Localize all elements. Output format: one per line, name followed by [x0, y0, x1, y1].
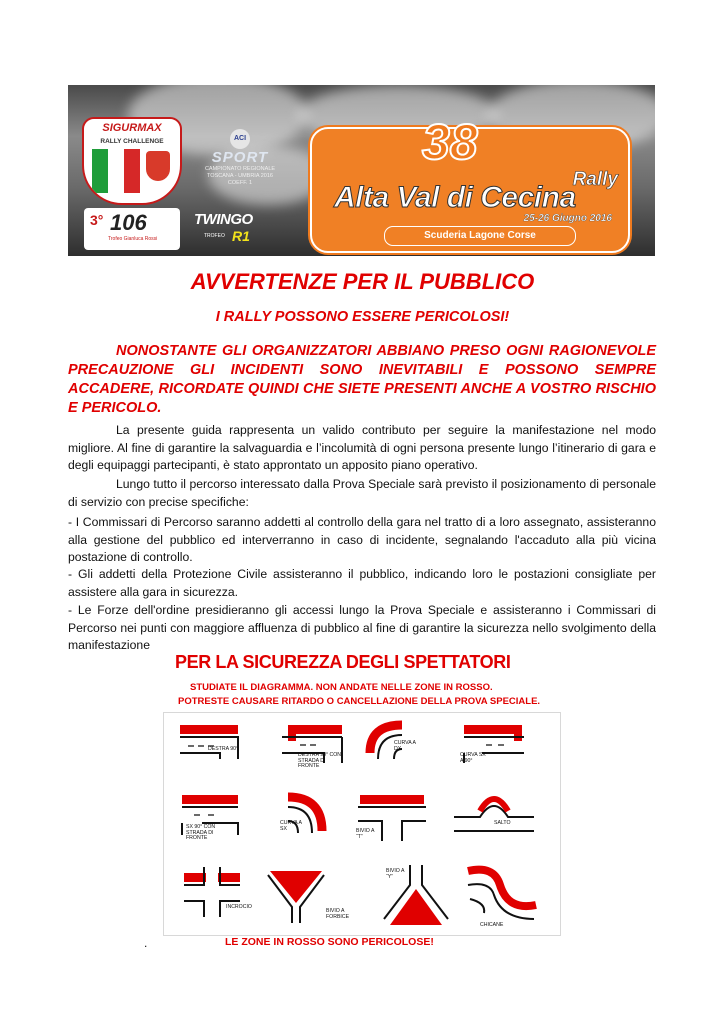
poster-subtitle-2: POTRESTE CAUSARE RITARDO O CANCELLAZIONE DELLA PROVA SPECIALE. [178, 696, 541, 707]
page-title: AVVERTENZE PER IL PUBBLICO [190, 269, 535, 294]
trailing-mark: . [144, 936, 148, 950]
organizer-label: Scuderia Lagone Corse [384, 226, 576, 246]
twingo-label: TWINGO [194, 211, 253, 228]
poster-footer: LE ZONE IN ROSSO SONO PERICOLOSE! [225, 936, 434, 948]
diagram-bivio-forbice [268, 871, 324, 923]
label-bivio-forbice: BIVIO A FORBICE [326, 908, 350, 920]
aci-sport-logo [200, 129, 280, 209]
label-salto: SALTO [494, 820, 511, 826]
poster-title: PER LA SICUREZZA DEGLI SPETTATORI [175, 652, 511, 672]
label-sx-90-strada: SX 90° CON STRADA DI FRONTE [186, 824, 216, 842]
rally-plate [310, 114, 630, 253]
paragraph-commissari: - I Commissari di Percorso saranno addetti al controllo della gara nel tratto di a loro assegnato, assisteranno alla gestione del pubblico ed interverranno in caso di incidente, segnalando l'accaduto alla più vicina postazione di controllo. [68, 515, 656, 564]
sigurmax-brand: SIGURMAX [102, 122, 162, 134]
warning-paragraph: NONOSTANTE GLI ORGANIZZATORI ABBIANO PRESO OGNI RAGIONEVOLE PRECAUZIONE GLI INCIDENTI SONO INEVITABILI E POSSONO SEMPRE ACCADERE, RICORDATE QUINDI CHE SIETE PRESENTI ANCHE A VOSTRO RISCHIO E PERICOLO. [68, 343, 656, 416]
paragraph-protezione-civile: - Gli addetti della Protezione Civile assisteranno il pubblico, indicando loro le postazioni consigliate per assistere alla gara in sicurezza. [68, 567, 656, 599]
badge-trophy: Trofeo Gianluca Rossi [108, 236, 158, 242]
label-incrocio: INCROCIO [226, 904, 252, 910]
rally-label: Rally [572, 169, 618, 190]
event-dates: 25-26 Giugno 2016 [523, 213, 612, 224]
sigurmax-sub: RALLY CHALLENGE [100, 138, 164, 145]
crest-icon [146, 151, 170, 181]
badge-place: 3° [90, 212, 104, 228]
paragraph-percorso: Lungo tutto il percorso interessato dalla Prova Speciale sarà previsto il posizionamento di personale di servizio con precise specifiche: [68, 477, 656, 509]
trofeo-label: TROFEO [204, 233, 225, 239]
paragraph-forze-ordine: - Le Forze dell'ordine presidieranno gli accessi lungo la Prova Speciale e assisteranno i Commissari di Percorso nei punti con maggiore affluenza di pubblico al fine di garantire la sicurezza nello svolgimento della manifestazione [68, 603, 656, 652]
label-curva-sx: CURVA A SX [280, 820, 302, 832]
poster-subtitle-1: STUDIATE IL DIAGRAMMA. NON ANDATE NELLE ZONE IN ROSSO. [190, 682, 493, 693]
r-label: R1 [232, 228, 250, 244]
safety-diagram-poster [163, 652, 562, 956]
twingo-logo [194, 211, 304, 249]
sport-label: SPORT [211, 149, 269, 166]
campionato-label: CAMPIONATO REGIONALE TOSCANA - UMBRIA 2016 COEFF. 1 [204, 166, 276, 186]
label-destra-90: DESTRA 90° [208, 746, 239, 752]
label-chicane: CHICANE [480, 922, 504, 928]
page-subtitle: I RALLY POSSONO ESSERE PERICOLOSI! [215, 309, 510, 325]
sigurmax-logo [82, 117, 182, 205]
label-destra-90-strada: DESTRA 90° CON STRADA DI FRONTE [298, 752, 342, 770]
event-name: Alta Val di Cecina [334, 181, 576, 214]
label-curva-sx-90: CURVA SX A 90° [460, 752, 486, 764]
edition-number: 38 [422, 114, 478, 170]
sponsor-panel [74, 93, 192, 248]
label-bivio-y: BIVIO A “Y” [386, 868, 405, 880]
italian-flag-icon [92, 149, 140, 193]
trofeo-106-logo [84, 208, 180, 250]
label-bivio-t: BIVIO A “T” [356, 828, 375, 840]
label-curva-dx: CURVA A DX [394, 740, 416, 752]
badge-number: 106 [110, 210, 147, 235]
diagram-box [163, 712, 561, 936]
diagram-chicane [468, 870, 536, 919]
paragraph-intro: La presente guida rappresenta un valido contributo per seguire la manifestazione nel modo migliore. Al fine di garantire la salvaguardia e l’incolumità di ogni persona presente lungo l’itinerario di gara e degli equipaggi partecipanti, è stato approntato un apposito piano operativo. [68, 423, 656, 472]
aci-icon: ACI [230, 129, 250, 149]
diagram-destra-90 [180, 725, 238, 759]
event-banner [68, 85, 655, 256]
